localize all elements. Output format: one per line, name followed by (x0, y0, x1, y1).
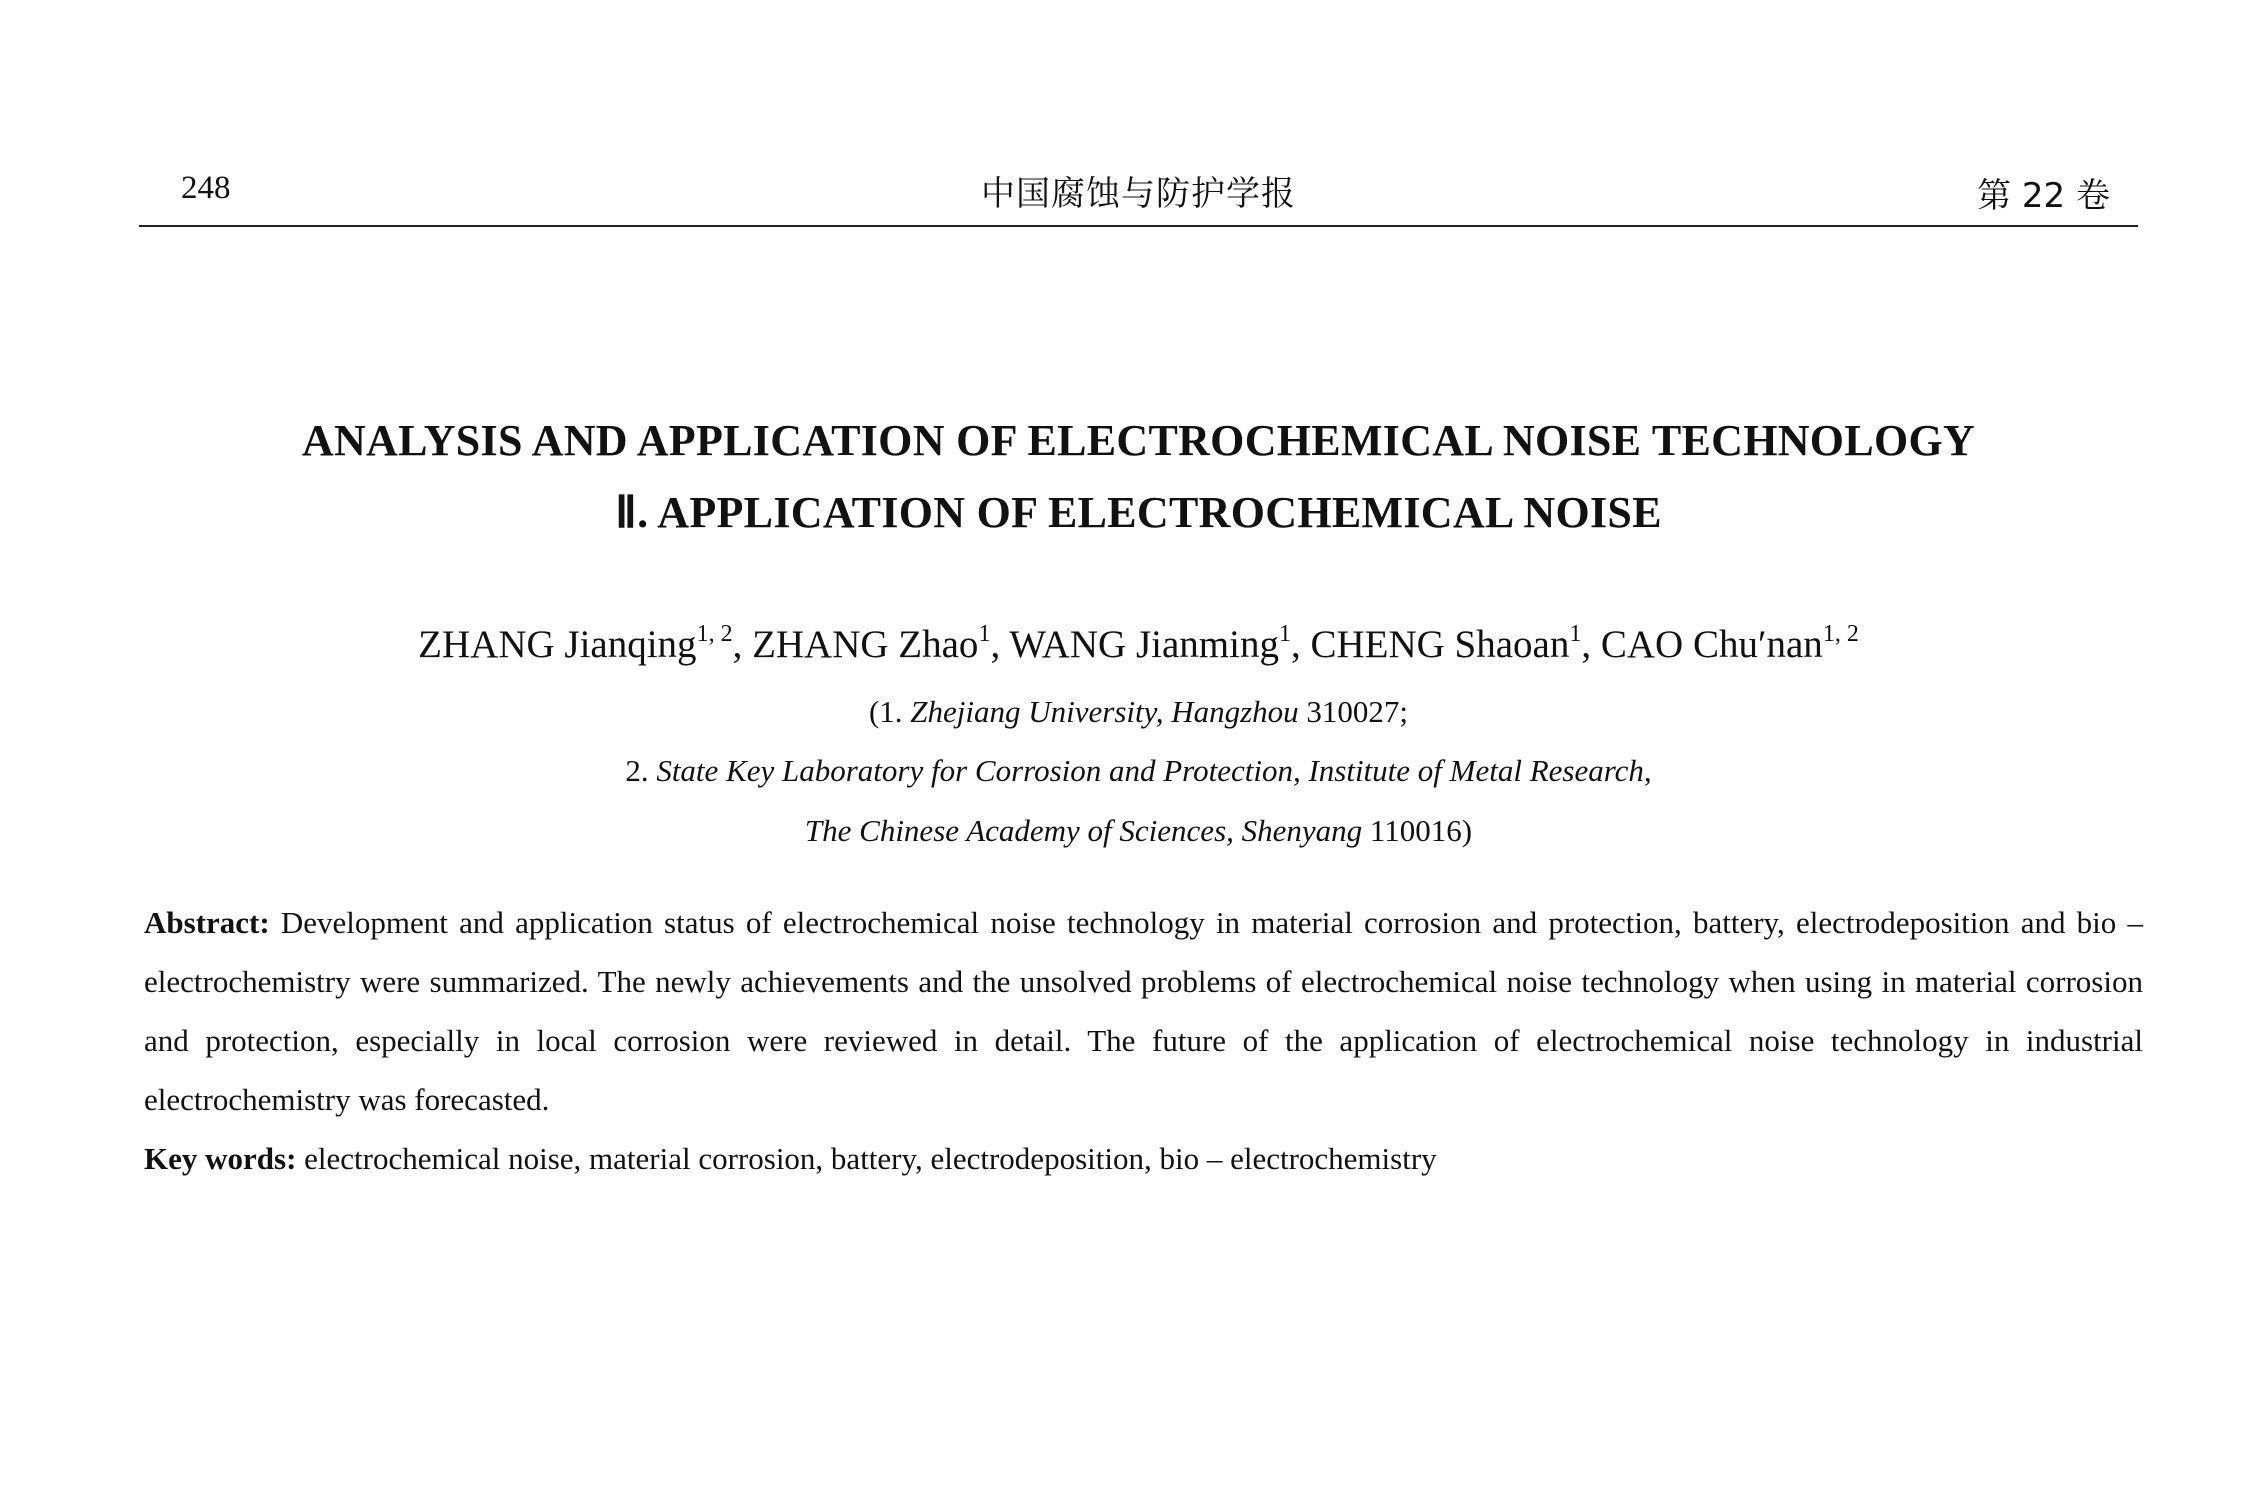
author-affiliation-mark: 1 (1569, 621, 1582, 647)
affiliation-1: (1. Zhejiang University, Hangzhou 310027; (868, 694, 1409, 729)
journal-name: 中国腐蚀与防护学报 (981, 174, 1296, 214)
header-rule (139, 225, 2138, 227)
volume-label: 第 22 卷 (1977, 176, 2110, 216)
page-number: 248 (181, 170, 231, 206)
author-affiliation-mark: 1 (978, 621, 991, 647)
author: ZHANG Zhao$^1$, (752, 621, 1010, 666)
author-affiliation-mark: 1, 2 (696, 621, 733, 647)
affiliation-2-continued: The Chinese Academy of Sciences, Shenyang 110016) (804, 813, 1473, 848)
paper-title-line-1: ANALYSIS AND APPLICATION OF ELECTROCHEMICAL NOISE TECHNOLOGY (301, 416, 1976, 465)
affiliation-2: 2. State Key Laboratory for Corrosion and Protection, Institute of Metal Research, (625, 753, 1652, 788)
paper-title-line-2: Ⅱ. APPLICATION OF ELECTROCHEMICAL NOISE (615, 488, 1662, 537)
author-affiliation-mark: 1 (1278, 621, 1291, 647)
keywords (144, 1129, 2143, 1188)
abstract-label: Abstract: (144, 905, 270, 940)
running-header (139, 166, 2138, 224)
keywords-text: electrochemical noise, material corrosion, battery, electrodeposition, bio – electrochemistry (304, 1141, 1437, 1176)
keywords-label: Key words: (144, 1141, 297, 1176)
author: ZHANG Jianqing$^{1, 2}$, (418, 621, 753, 666)
abstract-text: Development and application status of electrochemical noise technology in material corrosion and protection, battery, electrodeposition and bio – electrochemistry were summarized. The newly achievements and the unsolved problems of electrochemical noise technology when using in material corrosion and protection, especially in local corrosion were reviewed in detail. The future of the application of electrochemical noise technology in industrial electrochemistry was forecasted. (144, 905, 2143, 1117)
author: WANG Jianming$^1$, (1009, 621, 1311, 666)
author: CHENG Shaoan$^1$, (1310, 621, 1601, 666)
author-affiliation-mark: 1, 2 (1822, 621, 1859, 647)
author-list (139, 622, 2138, 667)
abstract (144, 893, 2143, 1129)
author: CAO Chu′nan$^{1, 2}$ (1600, 621, 1859, 666)
